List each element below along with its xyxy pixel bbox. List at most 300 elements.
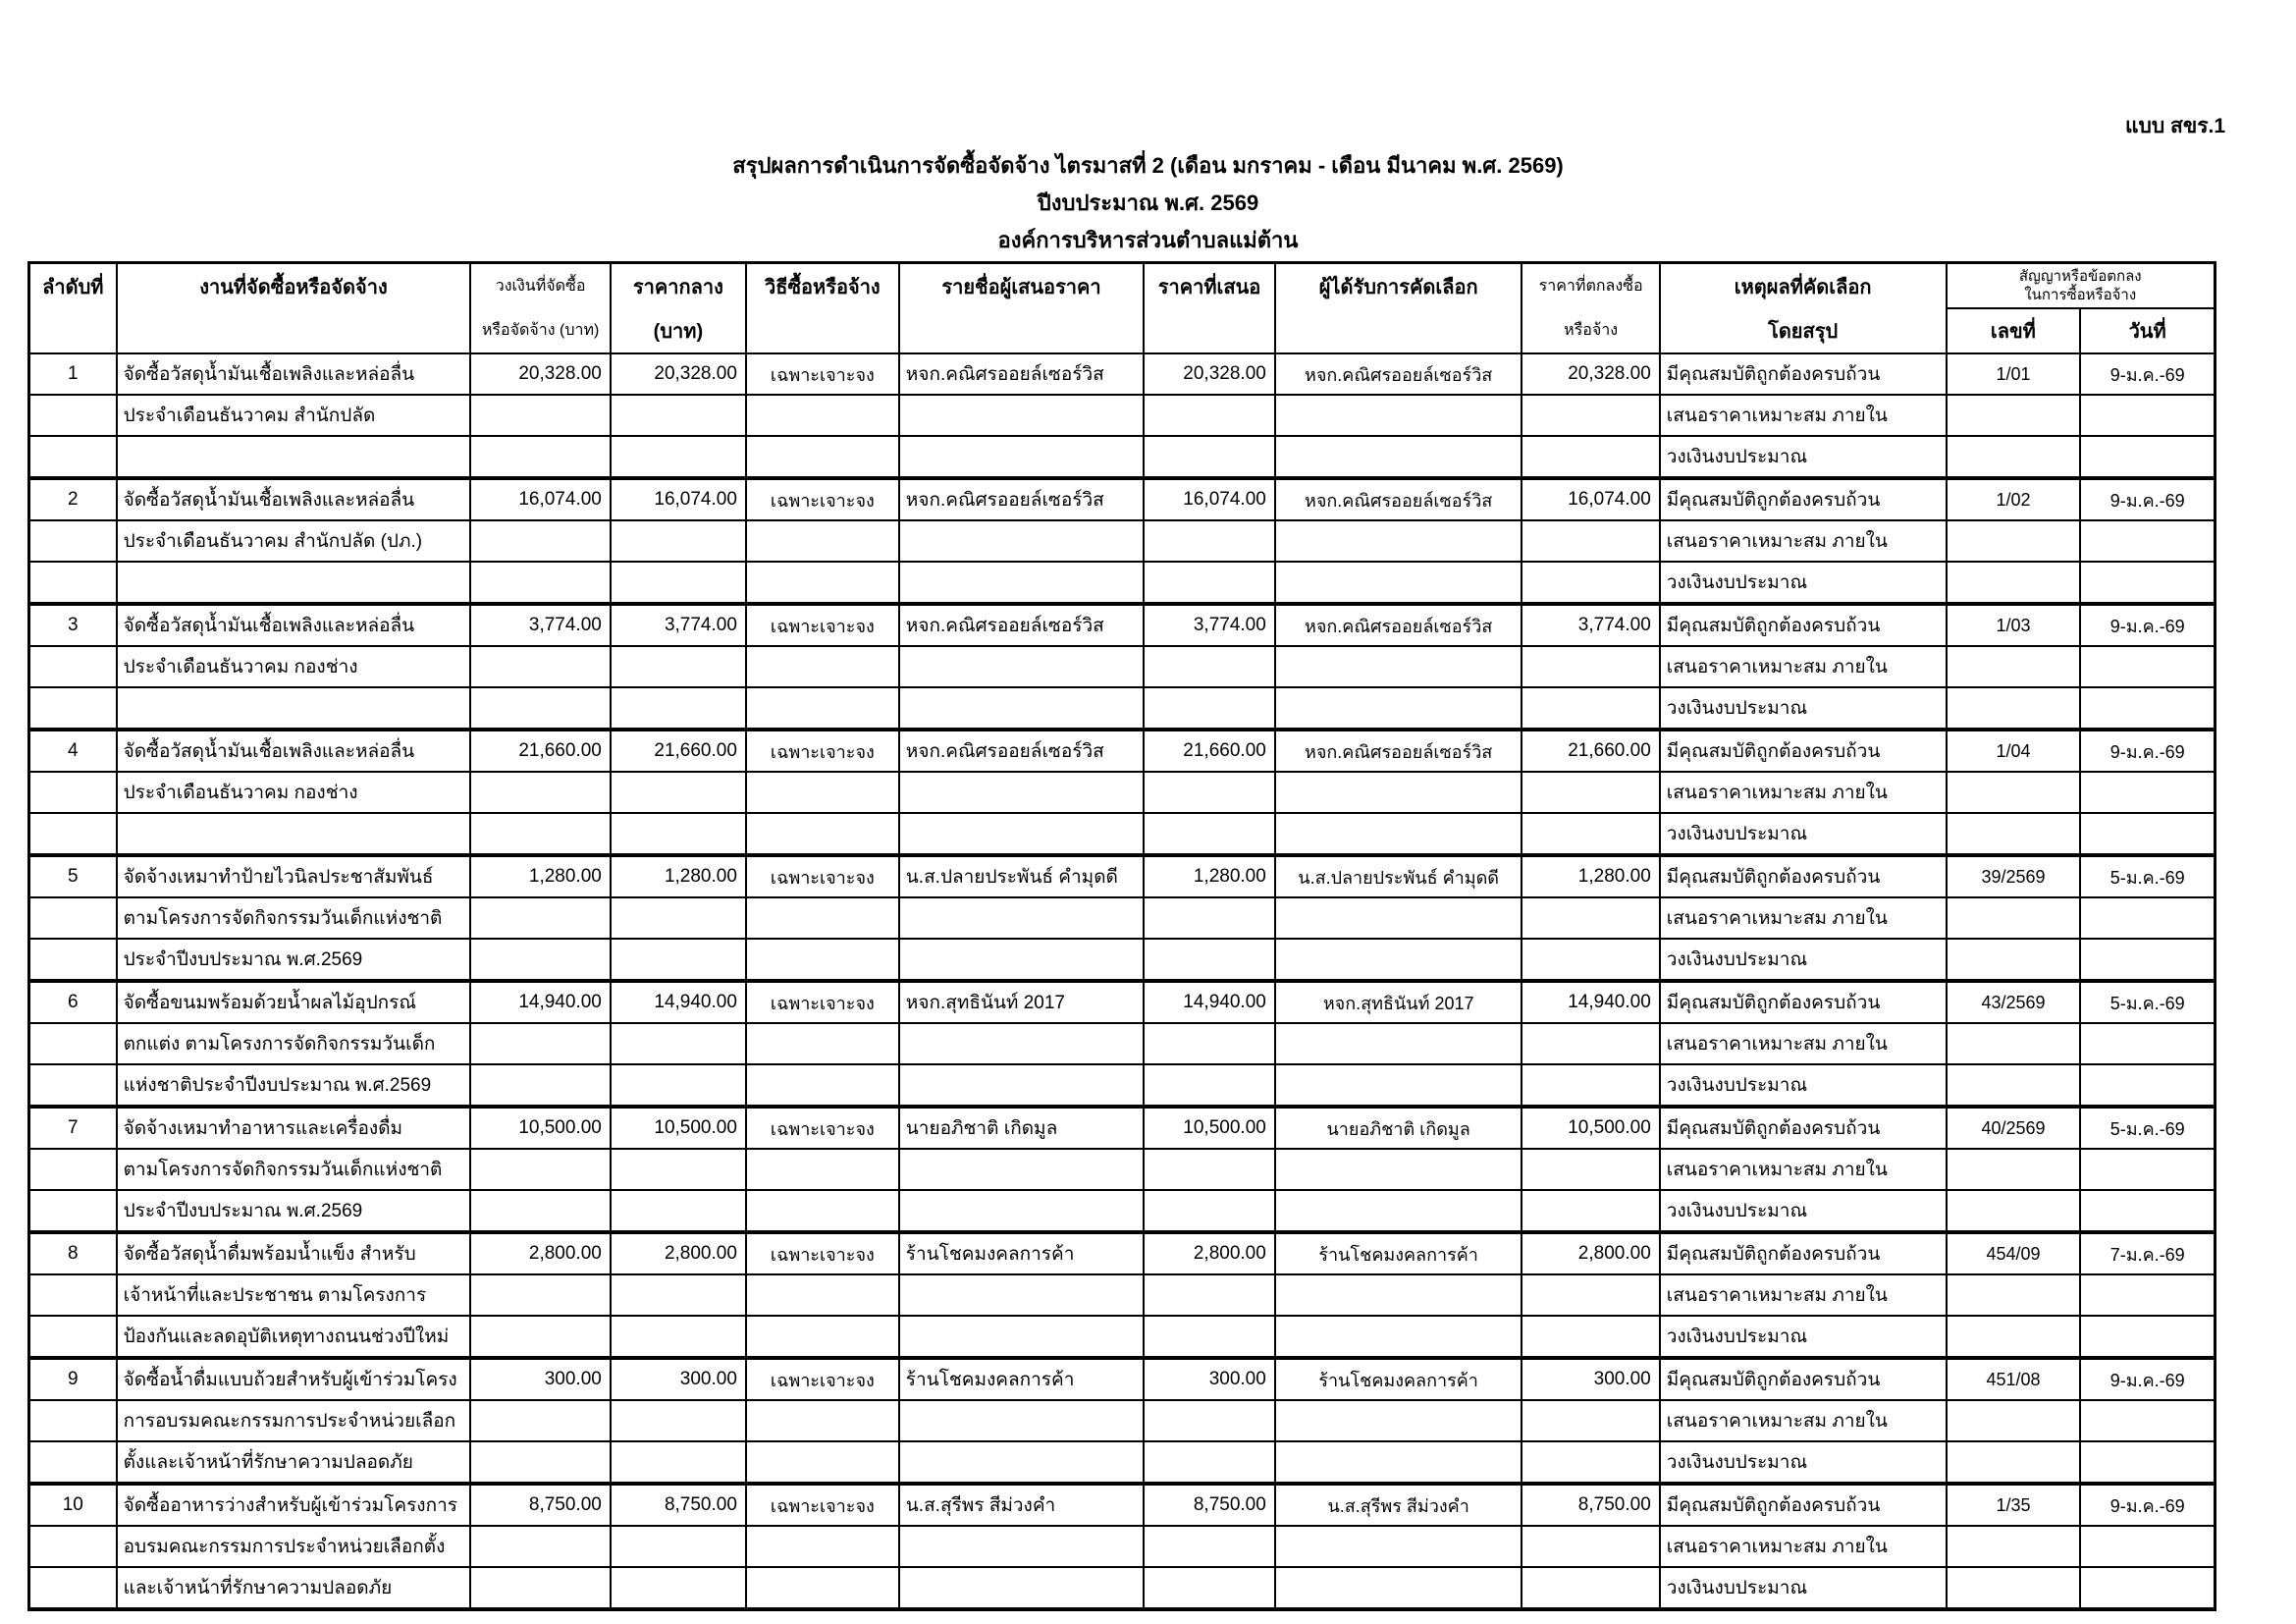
empty-cell — [1522, 562, 1659, 604]
empty-cell — [470, 687, 611, 730]
empty-cell — [1144, 1400, 1275, 1441]
header-budget: วงเงินที่จัดซื้อ หรือจัดจ้าง (บาท) — [470, 263, 611, 354]
empty-cell — [2080, 1274, 2215, 1316]
empty-cell — [1947, 772, 2081, 813]
contract-date: 7-ม.ค.-69 — [2080, 1232, 2215, 1274]
empty-cell — [611, 1400, 746, 1441]
selection-reason: มีคุณสมบัติถูกต้องครบถ้วน — [1660, 1358, 1947, 1400]
purchase-method: เฉพาะเจาะจง — [746, 1107, 899, 1149]
empty-cell — [899, 395, 1144, 436]
selection-reason: มีคุณสมบัติถูกต้องครบถ้วน — [1660, 1232, 1947, 1274]
selection-reason: เสนอราคาเหมาะสม ภายใน — [1660, 395, 1947, 436]
empty-cell — [611, 1567, 746, 1609]
selection-reason: วงเงินงบประมาณ — [1660, 1316, 1947, 1358]
empty-cell — [611, 562, 746, 604]
contract-number: 454/09 — [1947, 1232, 2081, 1274]
fiscal-year-subtitle: ปีงบประมาณ พ.ศ. 2569 — [1037, 190, 1259, 215]
empty-cell — [611, 1149, 746, 1190]
purchase-method: เฉพาะเจาะจง — [746, 478, 899, 520]
empty-cell — [470, 1316, 611, 1358]
selection-reason: เสนอราคาเหมาะสม ภายใน — [1660, 772, 1947, 813]
empty-cell — [1144, 813, 1275, 855]
empty-cell — [1275, 772, 1522, 813]
median-price: 2,800.00 — [611, 1232, 746, 1274]
empty-cell — [470, 939, 611, 981]
empty-cell — [899, 897, 1144, 939]
empty-cell — [29, 1567, 117, 1609]
empty-cell — [29, 1400, 117, 1441]
empty-cell — [470, 1149, 611, 1190]
offered-price: 8,750.00 — [1144, 1484, 1275, 1526]
empty-cell — [1522, 687, 1659, 730]
empty-cell — [1522, 897, 1659, 939]
empty-cell — [2080, 1400, 2215, 1441]
empty-cell — [1144, 1526, 1275, 1567]
empty-cell — [1522, 646, 1659, 687]
table-row — [29, 646, 2216, 687]
empty-cell — [470, 1274, 611, 1316]
empty-cell — [29, 1023, 117, 1064]
row-number: 8 — [29, 1232, 117, 1274]
selected-vendor: น.ส.ปลายประพันธ์ คำมุดดี — [1275, 855, 1522, 897]
median-price: 20,328.00 — [611, 353, 746, 395]
empty-cell — [470, 1190, 611, 1232]
agreed-price: 1,280.00 — [1522, 855, 1659, 897]
empty-cell — [29, 1441, 117, 1484]
work-description: ประจำเดือนธันวาคม สำนักปลัด (ปภ.) — [117, 520, 471, 562]
empty-cell — [1947, 1274, 2081, 1316]
selection-reason: มีคุณสมบัติถูกต้องครบถ้วน — [1660, 353, 1947, 395]
empty-cell — [611, 687, 746, 730]
row-number: 4 — [29, 730, 117, 772]
empty-cell — [29, 1149, 117, 1190]
empty-cell — [1522, 772, 1659, 813]
empty-cell — [29, 897, 117, 939]
purchase-method: เฉพาะเจาะจง — [746, 353, 899, 395]
work-description: ประจำเดือนธันวาคม สำนักปลัด — [117, 395, 471, 436]
empty-cell — [1144, 562, 1275, 604]
empty-cell — [1522, 1023, 1659, 1064]
empty-cell — [470, 520, 611, 562]
empty-cell — [1275, 562, 1522, 604]
empty-cell — [1522, 1400, 1659, 1441]
empty-cell — [1275, 520, 1522, 562]
empty-cell — [746, 1441, 899, 1484]
selection-reason: วงเงินงบประมาณ — [1660, 1567, 1947, 1609]
empty-cell — [746, 1567, 899, 1609]
work-description — [117, 562, 471, 604]
empty-cell — [470, 897, 611, 939]
empty-cell — [2080, 1064, 2215, 1107]
empty-cell — [611, 436, 746, 478]
empty-cell — [611, 1526, 746, 1567]
selected-vendor: ร้านโชคมงคลการค้า — [1275, 1358, 1522, 1400]
empty-cell — [746, 1023, 899, 1064]
table-row — [29, 1358, 2216, 1400]
empty-cell — [899, 1149, 1144, 1190]
work-description — [117, 813, 471, 855]
empty-cell — [1275, 1064, 1522, 1107]
selection-reason: เสนอราคาเหมาะสม ภายใน — [1660, 1526, 1947, 1567]
header-offered-price: ราคาที่เสนอ — [1144, 263, 1275, 354]
empty-cell — [1522, 1316, 1659, 1358]
agreed-price: 3,774.00 — [1522, 604, 1659, 646]
selection-reason: มีคุณสมบัติถูกต้องครบถ้วน — [1660, 855, 1947, 897]
empty-cell — [611, 646, 746, 687]
work-description: จัดซื้อวัสดุน้ำมันเชื้อเพลิงและหล่อลื่น — [117, 478, 471, 520]
empty-cell — [1144, 1149, 1275, 1190]
selection-reason: เสนอราคาเหมาะสม ภายใน — [1660, 897, 1947, 939]
work-description: และเจ้าหน้าที่รักษาความปลอดภัย — [117, 1567, 471, 1609]
empty-cell — [1522, 813, 1659, 855]
empty-cell — [2080, 1526, 2215, 1567]
empty-cell — [746, 1274, 899, 1316]
empty-cell — [1275, 1526, 1522, 1567]
empty-cell — [1947, 1190, 2081, 1232]
empty-cell — [1522, 436, 1659, 478]
empty-cell — [1947, 813, 2081, 855]
empty-cell — [470, 772, 611, 813]
purchase-method: เฉพาะเจาะจง — [746, 730, 899, 772]
agreed-price: 2,800.00 — [1522, 1232, 1659, 1274]
contract-date: 5-ม.ค.-69 — [2080, 1107, 2215, 1149]
empty-cell — [1144, 687, 1275, 730]
contract-number: 451/08 — [1947, 1358, 2081, 1400]
empty-cell — [1144, 1190, 1275, 1232]
table-row — [29, 395, 2216, 436]
table-row — [29, 1400, 2216, 1441]
empty-cell — [746, 1316, 899, 1358]
table-row — [29, 1484, 2216, 1526]
selected-vendor: ร้านโชคมงคลการค้า — [1275, 1232, 1522, 1274]
empty-cell — [470, 395, 611, 436]
budget-amount: 20,328.00 — [470, 353, 611, 395]
work-description: จัดจ้างเหมาทำป้ายไวนิลประชาสัมพันธ์ — [117, 855, 471, 897]
empty-cell — [1522, 1274, 1659, 1316]
median-price: 21,660.00 — [611, 730, 746, 772]
empty-cell — [899, 939, 1144, 981]
budget-amount: 16,074.00 — [470, 478, 611, 520]
organization-name: องค์การบริหารส่วนตำบลแม่ต้าน — [997, 228, 1299, 252]
empty-cell — [1947, 562, 2081, 604]
work-description: เจ้าหน้าที่และประชาชน ตามโครงการ — [117, 1274, 471, 1316]
work-description: ประจำเดือนธันวาคม กองช่าง — [117, 772, 471, 813]
empty-cell — [1144, 897, 1275, 939]
selection-reason: เสนอราคาเหมาะสม ภายใน — [1660, 1274, 1947, 1316]
empty-cell — [470, 1526, 611, 1567]
empty-cell — [899, 1441, 1144, 1484]
budget-amount: 1,280.00 — [470, 855, 611, 897]
purchase-method: เฉพาะเจาะจง — [746, 604, 899, 646]
selection-reason: มีคุณสมบัติถูกต้องครบถ้วน — [1660, 604, 1947, 646]
procurement-table — [27, 261, 2216, 1611]
work-description: จัดซื้ออาหารว่างสำหรับผู้เข้าร่วมโครงการ — [117, 1484, 471, 1526]
empty-cell — [1947, 1567, 2081, 1609]
row-number: 10 — [29, 1484, 117, 1526]
empty-cell — [1275, 1441, 1522, 1484]
empty-cell — [611, 520, 746, 562]
empty-cell — [899, 646, 1144, 687]
empty-cell — [29, 520, 117, 562]
empty-cell — [1144, 772, 1275, 813]
empty-cell — [1275, 687, 1522, 730]
row-number: 7 — [29, 1107, 117, 1149]
work-description: ป้องกันและลดอุบัติเหตุทางถนนช่วงปีใหม่ — [117, 1316, 471, 1358]
header-work: งานที่จัดซื้อหรือจัดจ้าง — [117, 263, 471, 354]
bidder-name: นายอภิชาติ เกิดมูล — [899, 1107, 1144, 1149]
empty-cell — [611, 772, 746, 813]
empty-cell — [746, 395, 899, 436]
empty-cell — [1947, 646, 2081, 687]
empty-cell — [1144, 395, 1275, 436]
empty-cell — [899, 1190, 1144, 1232]
median-price: 8,750.00 — [611, 1484, 746, 1526]
empty-cell — [899, 436, 1144, 478]
table-body — [29, 353, 2216, 1609]
empty-cell — [2080, 1149, 2215, 1190]
table-row — [29, 855, 2216, 897]
empty-cell — [899, 1526, 1144, 1567]
empty-cell — [899, 813, 1144, 855]
selection-reason: วงเงินงบประมาณ — [1660, 939, 1947, 981]
contract-number: 1/01 — [1947, 353, 2081, 395]
table-row — [29, 1190, 2216, 1232]
table-row — [29, 939, 2216, 981]
row-number: 3 — [29, 604, 117, 646]
agreed-price: 10,500.00 — [1522, 1107, 1659, 1149]
empty-cell — [899, 687, 1144, 730]
work-description: อบรมคณะกรรมการประจำหน่วยเลือกตั้ง — [117, 1526, 471, 1567]
header-median-price: ราคากลาง (บาท) — [611, 263, 746, 354]
contract-number: 1/03 — [1947, 604, 2081, 646]
offered-price: 2,800.00 — [1144, 1232, 1275, 1274]
work-description: ตั้งและเจ้าหน้าที่รักษาความปลอดภัย — [117, 1441, 471, 1484]
empty-cell — [29, 436, 117, 478]
selection-reason: วงเงินงบประมาณ — [1660, 562, 1947, 604]
empty-cell — [29, 813, 117, 855]
empty-cell — [611, 813, 746, 855]
selection-reason: วงเงินงบประมาณ — [1660, 1190, 1947, 1232]
table-row — [29, 813, 2216, 855]
table-row — [29, 1567, 2216, 1609]
empty-cell — [899, 1400, 1144, 1441]
empty-cell — [1947, 1400, 2081, 1441]
agreed-price: 21,660.00 — [1522, 730, 1659, 772]
table-row — [29, 772, 2216, 813]
table-row — [29, 1441, 2216, 1484]
header-method: วิธีซื้อหรือจ้าง — [746, 263, 899, 354]
contract-number: 40/2569 — [1947, 1107, 2081, 1149]
selected-vendor: หจก.คณิศรออยล์เซอร์วิส — [1275, 353, 1522, 395]
work-description: จัดซื้อน้ำดื่มแบบถ้วยสำหรับผู้เข้าร่วมโครง — [117, 1358, 471, 1400]
empty-cell — [1522, 1526, 1659, 1567]
selection-reason: เสนอราคาเหมาะสม ภายใน — [1660, 646, 1947, 687]
selected-vendor: หจก.คณิศรออยล์เซอร์วิส — [1275, 604, 1522, 646]
empty-cell — [1275, 897, 1522, 939]
table-row — [29, 1023, 2216, 1064]
empty-cell — [1275, 939, 1522, 981]
table-row — [29, 1316, 2216, 1358]
empty-cell — [1275, 646, 1522, 687]
empty-cell — [1522, 395, 1659, 436]
empty-cell — [899, 1316, 1144, 1358]
purchase-method: เฉพาะเจาะจง — [746, 1484, 899, 1526]
empty-cell — [611, 1064, 746, 1107]
empty-cell — [1522, 1441, 1659, 1484]
selection-reason: เสนอราคาเหมาะสม ภายใน — [1660, 1400, 1947, 1441]
empty-cell — [1522, 1190, 1659, 1232]
table-row — [29, 981, 2216, 1023]
empty-cell — [611, 897, 746, 939]
selection-reason: มีคุณสมบัติถูกต้องครบถ้วน — [1660, 730, 1947, 772]
table-row — [29, 1064, 2216, 1107]
empty-cell — [1522, 1567, 1659, 1609]
table-row — [29, 1232, 2216, 1274]
budget-amount: 21,660.00 — [470, 730, 611, 772]
empty-cell — [2080, 687, 2215, 730]
empty-cell — [470, 436, 611, 478]
empty-cell — [1947, 1316, 2081, 1358]
empty-cell — [1522, 939, 1659, 981]
median-price: 16,074.00 — [611, 478, 746, 520]
bidder-name: หจก.คณิศรออยล์เซอร์วิส — [899, 604, 1144, 646]
empty-cell — [1144, 1316, 1275, 1358]
empty-cell — [611, 1316, 746, 1358]
purchase-method: เฉพาะเจาะจง — [746, 981, 899, 1023]
budget-amount: 14,940.00 — [470, 981, 611, 1023]
empty-cell — [29, 939, 117, 981]
work-description: ประจำปีงบประมาณ พ.ศ.2569 — [117, 939, 471, 981]
empty-cell — [1947, 1064, 2081, 1107]
header-contract-group — [1947, 263, 2216, 354]
contract-number: 1/02 — [1947, 478, 2081, 520]
empty-cell — [1275, 813, 1522, 855]
empty-cell — [1947, 436, 2081, 478]
empty-cell — [611, 395, 746, 436]
work-description: จัดซื้อวัสดุน้ำมันเชื้อเพลิงและหล่อลื่น — [117, 353, 471, 395]
selection-reason: เสนอราคาเหมาะสม ภายใน — [1660, 1149, 1947, 1190]
purchase-method: เฉพาะเจาะจง — [746, 855, 899, 897]
bidder-name: หจก.คณิศรออยล์เซอร์วิส — [899, 730, 1144, 772]
agreed-price: 16,074.00 — [1522, 478, 1659, 520]
header-contract-group-title: สัญญาหรือข้อตกลง ในการซื้อหรือจ้าง — [1948, 264, 2215, 309]
empty-cell — [1947, 939, 2081, 981]
empty-cell — [29, 1526, 117, 1567]
empty-cell — [29, 562, 117, 604]
header-contract-no: เลขที่ — [1990, 321, 2036, 343]
offered-price: 21,660.00 — [1144, 730, 1275, 772]
empty-cell — [2080, 939, 2215, 981]
work-description — [117, 687, 471, 730]
work-description: จัดซื้อวัสดุน้ำมันเชื้อเพลิงและหล่อลื่น — [117, 604, 471, 646]
bidder-name: ร้านโชคมงคลการค้า — [899, 1358, 1144, 1400]
agreed-price: 20,328.00 — [1522, 353, 1659, 395]
empty-cell — [470, 1441, 611, 1484]
empty-cell — [2080, 646, 2215, 687]
empty-cell — [746, 520, 899, 562]
empty-cell — [1275, 1190, 1522, 1232]
contract-date: 9-ม.ค.-69 — [2080, 1484, 2215, 1526]
empty-cell — [2080, 1316, 2215, 1358]
empty-cell — [1144, 939, 1275, 981]
selected-vendor: น.ส.สุรีพร สีม่วงคำ — [1275, 1484, 1522, 1526]
header-selected: ผู้ได้รับการคัดเลือก — [1275, 263, 1522, 354]
table-row — [29, 1526, 2216, 1567]
empty-cell — [1947, 520, 2081, 562]
empty-cell — [29, 1274, 117, 1316]
empty-cell — [1144, 520, 1275, 562]
selection-reason: มีคุณสมบัติถูกต้องครบถ้วน — [1660, 981, 1947, 1023]
empty-cell — [1275, 436, 1522, 478]
empty-cell — [1947, 395, 2081, 436]
empty-cell — [746, 1190, 899, 1232]
row-number: 2 — [29, 478, 117, 520]
median-price: 300.00 — [611, 1358, 746, 1400]
empty-cell — [899, 772, 1144, 813]
work-description: ตามโครงการจัดกิจกรรมวันเด็กแห่งชาติ — [117, 1149, 471, 1190]
offered-price: 3,774.00 — [1144, 604, 1275, 646]
empty-cell — [746, 813, 899, 855]
contract-number: 1/04 — [1947, 730, 2081, 772]
table-row — [29, 353, 2216, 395]
title-block — [0, 147, 2296, 259]
empty-cell — [1144, 436, 1275, 478]
empty-cell — [1947, 1526, 2081, 1567]
bidder-name: หจก.คณิศรออยล์เซอร์วิส — [899, 478, 1144, 520]
empty-cell — [746, 646, 899, 687]
empty-cell — [1947, 687, 2081, 730]
empty-cell — [1144, 1274, 1275, 1316]
work-description: ประจำเดือนธันวาคม กองช่าง — [117, 646, 471, 687]
bidder-name: หจก.คณิศรออยล์เซอร์วิส — [899, 353, 1144, 395]
median-price: 3,774.00 — [611, 604, 746, 646]
empty-cell — [746, 1064, 899, 1107]
empty-cell — [746, 1149, 899, 1190]
offered-price: 14,940.00 — [1144, 981, 1275, 1023]
offered-price: 10,500.00 — [1144, 1107, 1275, 1149]
empty-cell — [611, 1190, 746, 1232]
table-row — [29, 436, 2216, 478]
contract-date: 5-ม.ค.-69 — [2080, 855, 2215, 897]
table-row — [29, 520, 2216, 562]
empty-cell — [899, 1064, 1144, 1107]
median-price: 14,940.00 — [611, 981, 746, 1023]
budget-amount: 10,500.00 — [470, 1107, 611, 1149]
budget-amount: 300.00 — [470, 1358, 611, 1400]
empty-cell — [1275, 1316, 1522, 1358]
budget-amount: 8,750.00 — [470, 1484, 611, 1526]
work-description: จัดซื้อขนมพร้อมด้วยน้ำผลไม้อุปกรณ์ — [117, 981, 471, 1023]
header-no: ลำดับที่ — [29, 263, 117, 354]
table-row — [29, 1274, 2216, 1316]
empty-cell — [2080, 1190, 2215, 1232]
empty-cell — [2080, 520, 2215, 562]
empty-cell — [1144, 1441, 1275, 1484]
offered-price: 1,280.00 — [1144, 855, 1275, 897]
empty-cell — [1275, 1274, 1522, 1316]
empty-cell — [29, 687, 117, 730]
header-agreed-price: ราคาที่ตกลงซื้อ หรือจ้าง — [1522, 263, 1659, 354]
empty-cell — [1947, 1149, 2081, 1190]
empty-cell — [1144, 1064, 1275, 1107]
empty-cell — [470, 1064, 611, 1107]
empty-cell — [899, 520, 1144, 562]
bidder-name: หจก.สุทธินันท์ 2017 — [899, 981, 1144, 1023]
offered-price: 16,074.00 — [1144, 478, 1275, 520]
work-description: จัดจ้างเหมาทำอาหารและเครื่องดื่ม — [117, 1107, 471, 1149]
empty-cell — [1275, 1400, 1522, 1441]
selected-vendor: นายอภิชาติ เกิดมูล — [1275, 1107, 1522, 1149]
